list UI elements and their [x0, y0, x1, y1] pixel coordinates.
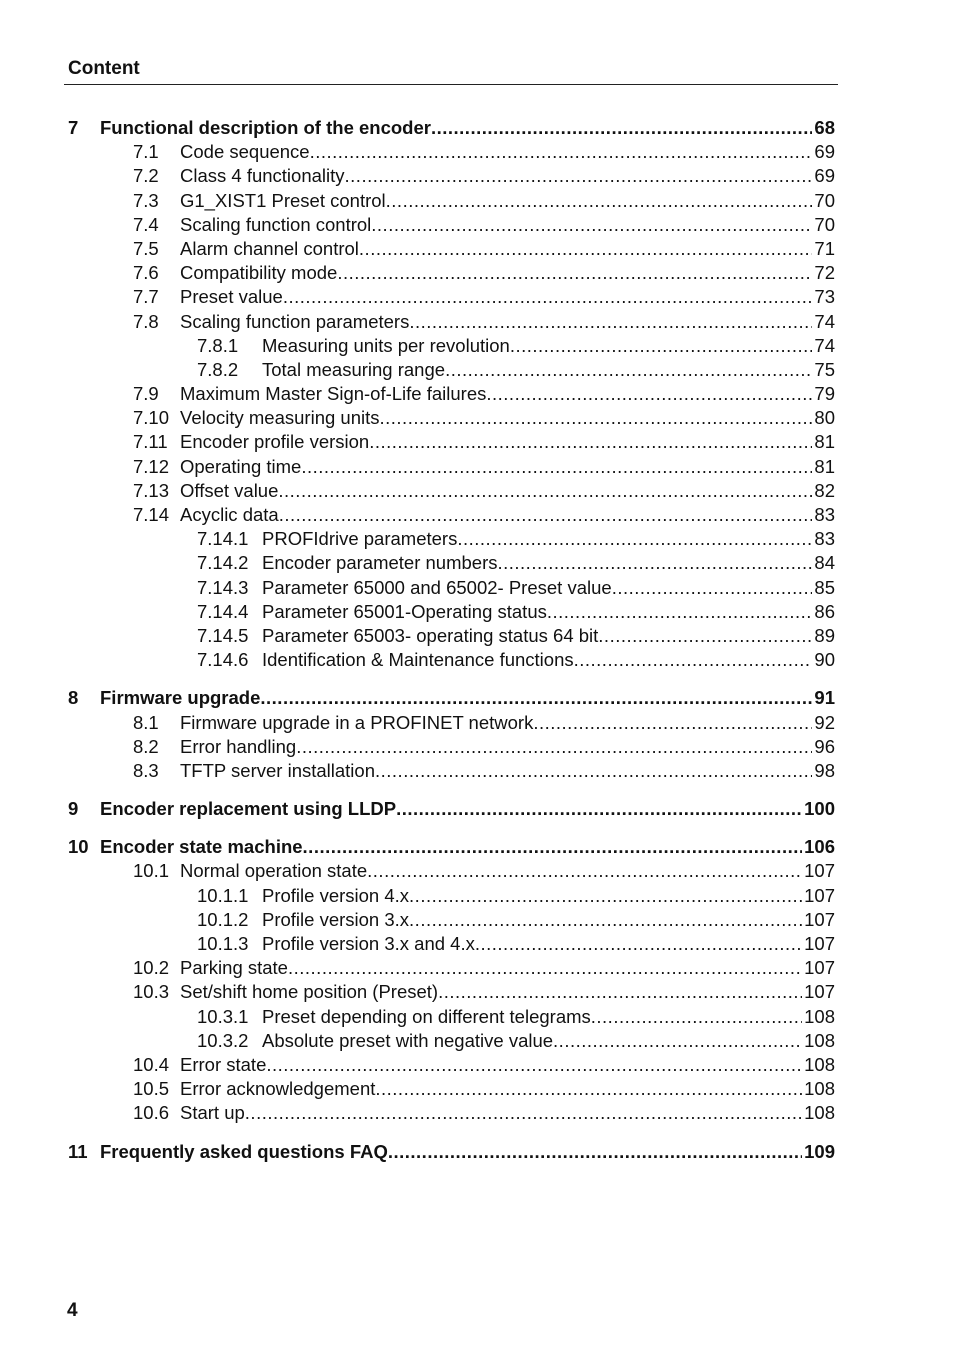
toc-entry-line: [180, 213, 835, 237]
toc-entry-number: 7.4: [133, 213, 159, 235]
toc-section-entry[interactable]: [68, 261, 835, 285]
toc-entry-title: Firmware upgrade in a PROFINET network: [180, 711, 534, 733]
toc-entry-page: 108: [804, 1029, 835, 1051]
toc-entry-number: 7.9: [133, 383, 159, 405]
toc-dot-leader: [553, 1029, 802, 1053]
toc-entry-page: 108: [804, 1078, 835, 1100]
toc-subsection-entry[interactable]: [68, 1005, 835, 1029]
toc-subsection-entry[interactable]: [68, 527, 835, 551]
toc-entry-title: Velocity measuring units: [180, 407, 380, 429]
toc-entry-page: 106: [804, 836, 835, 858]
toc-dot-leader: [371, 213, 812, 237]
toc-section-entry[interactable]: [68, 711, 835, 735]
toc-entry-title: Scaling function parameters: [180, 310, 410, 332]
toc-entry-line: [262, 1005, 835, 1029]
toc-subsection-entry[interactable]: [68, 358, 835, 382]
toc-dot-leader: [547, 600, 813, 624]
toc-section-entry[interactable]: [68, 164, 835, 188]
toc-entry-number: 10.1.1: [197, 884, 249, 906]
toc-entry-line: [262, 600, 835, 624]
table-of-contents: [68, 116, 835, 1164]
toc-dot-leader: [409, 310, 812, 334]
toc-entry-title: Encoder profile version: [180, 431, 370, 453]
toc-entry-page: 70: [814, 189, 835, 211]
toc-dot-leader: [380, 406, 813, 430]
toc-chapter-entry[interactable]: [68, 835, 835, 859]
toc-entry-number: 10.3: [133, 981, 170, 1003]
toc-section-entry[interactable]: [68, 759, 835, 783]
toc-entry-title: PROFIdrive parameters: [262, 528, 458, 550]
toc-section-entry[interactable]: [68, 1101, 835, 1125]
toc-dot-leader: [296, 735, 812, 759]
toc-entry-title: Class 4 functionality: [180, 165, 345, 187]
toc-entry-title: Frequently asked questions FAQ: [100, 1140, 388, 1162]
toc-entry-page: 107: [804, 860, 835, 882]
toc-entry-number: 7.7: [133, 286, 159, 308]
toc-entry-line: [262, 334, 835, 358]
toc-subsection-entry[interactable]: [68, 932, 835, 956]
toc-dot-leader: [279, 503, 813, 527]
toc-entry-number: 10.1.3: [197, 933, 249, 954]
toc-entry-number: 7.14.6: [197, 649, 249, 671]
toc-entry-line: [180, 859, 835, 883]
toc-entry-number: 9: [68, 798, 79, 820]
toc-section-entry[interactable]: [68, 455, 835, 479]
toc-entry-number: 7.5: [133, 237, 159, 259]
toc-entry-page: 84: [814, 552, 835, 574]
toc-entry-page: 72: [814, 262, 835, 284]
toc-entry-line: [262, 908, 835, 932]
toc-entry-line: [180, 735, 835, 759]
toc-entry-line: [262, 576, 835, 600]
toc-dot-leader: [598, 624, 812, 648]
toc-section-entry[interactable]: [68, 430, 835, 454]
toc-dot-leader: [367, 859, 802, 883]
toc-dot-leader: [475, 932, 802, 956]
toc-chapter-entry[interactable]: [68, 1140, 835, 1164]
toc-entry-page: 107: [804, 957, 835, 979]
toc-entry-page: 109: [804, 1140, 835, 1162]
toc-entry-line: [262, 358, 835, 382]
toc-entry-number: 7.8: [133, 310, 159, 332]
toc-entry-title: Encoder parameter numbers: [262, 552, 498, 574]
toc-entry-line: [262, 1029, 835, 1053]
toc-entry-number: 10.4: [133, 1053, 170, 1075]
toc-dot-leader: [445, 358, 812, 382]
toc-dot-leader: [591, 1005, 802, 1029]
toc-entry-page: 74: [814, 334, 835, 356]
toc-entry-page: 108: [804, 1102, 835, 1124]
toc-entry-number: 8.2: [133, 735, 159, 757]
toc-entry-page: 68: [814, 117, 835, 138]
toc-entry-line: [180, 382, 835, 406]
toc-entry-page: 74: [814, 310, 835, 332]
toc-section-entry[interactable]: [68, 735, 835, 759]
toc-section-entry[interactable]: [68, 980, 835, 1004]
toc-subsection-entry[interactable]: [68, 334, 835, 358]
toc-dot-leader: [359, 237, 813, 261]
toc-entry-page: 107: [804, 908, 835, 930]
toc-entry-page: 81: [814, 431, 835, 453]
toc-section-entry[interactable]: [68, 189, 835, 213]
toc-entry-line: [180, 406, 835, 430]
toc-entry-title: Functional description of the encoder: [100, 117, 431, 138]
toc-entry-number: 7.1: [133, 141, 159, 163]
toc-entry-title: Preset depending on different telegrams: [262, 1005, 591, 1027]
toc-entry-number: 7.11: [133, 431, 168, 453]
toc-section-entry[interactable]: [68, 1053, 835, 1077]
toc-entry-page: 69: [814, 165, 835, 187]
toc-section-entry[interactable]: [68, 406, 835, 430]
toc-entry-title: Maximum Master Sign-of-Life failures: [180, 383, 487, 405]
toc-subsection-entry[interactable]: [68, 648, 835, 672]
toc-entry-page: 91: [814, 687, 835, 709]
toc-entry-page: 79: [814, 383, 835, 405]
toc-entry-page: 107: [804, 884, 835, 906]
toc-dot-leader: [278, 479, 812, 503]
toc-entry-line: [180, 164, 835, 188]
toc-section-entry[interactable]: [68, 859, 835, 883]
toc-entry-page: 107: [804, 981, 835, 1003]
page-header-title: Content: [68, 58, 140, 79]
toc-section-entry[interactable]: [68, 1077, 835, 1101]
toc-dot-leader: [396, 797, 802, 821]
toc-entry-number: 7.3: [133, 189, 159, 211]
toc-entry-line: [262, 624, 835, 648]
toc-entry-page: 82: [814, 479, 835, 501]
toc-entry-page: 80: [814, 407, 835, 429]
toc-entry-number: 10.2: [133, 957, 170, 979]
toc-entry-line: [262, 527, 835, 551]
toc-section-entry[interactable]: [68, 310, 835, 334]
toc-entry-number: 8.1: [133, 711, 159, 733]
toc-entry-number: 10.6: [133, 1102, 170, 1124]
toc-entry-line: [180, 759, 835, 783]
toc-entry-page: 73: [814, 286, 835, 308]
toc-entry-title: Encoder state machine: [100, 836, 303, 858]
toc-entry-number: 7.8.2: [197, 358, 239, 380]
toc-entry-line: [100, 835, 835, 859]
toc-entry-line: [100, 1140, 835, 1164]
toc-entry-title: Parameter 65000 and 65002- Preset value: [262, 576, 612, 598]
toc-dot-leader: [245, 1101, 802, 1125]
toc-subsection-entry[interactable]: [68, 551, 835, 575]
toc-dot-leader: [288, 956, 802, 980]
toc-entry-title: Error acknowledgement: [180, 1078, 376, 1100]
toc-entry-page: 70: [814, 213, 835, 235]
toc-entry-title: Normal operation state: [180, 860, 368, 882]
toc-entry-line: [180, 711, 835, 735]
toc-entry-page: 69: [814, 141, 835, 163]
toc-entry-title: Error state: [180, 1053, 267, 1075]
toc-subsection-entry[interactable]: [68, 884, 835, 908]
toc-entry-number: 7.10: [133, 407, 170, 429]
toc-entry-page: 81: [814, 455, 835, 477]
toc-entry-title: Operating time: [180, 455, 302, 477]
toc-section-entry[interactable]: [68, 237, 835, 261]
toc-entry-line: [262, 551, 835, 575]
toc-entry-page: 83: [814, 504, 835, 525]
toc-dot-leader: [457, 527, 812, 551]
toc-subsection-entry[interactable]: [68, 1029, 835, 1053]
toc-dot-leader: [303, 835, 803, 859]
toc-subsection-entry[interactable]: [68, 908, 835, 932]
toc-entry-line: [180, 430, 835, 454]
toc-entry-title: Firmware upgrade: [100, 687, 261, 709]
toc-dot-leader: [612, 576, 813, 600]
toc-dot-leader: [375, 759, 812, 783]
toc-entry-line: [180, 980, 835, 1004]
toc-entry-number: 11: [68, 1140, 88, 1162]
toc-entry-line: [100, 116, 835, 140]
toc-entry-line: [180, 310, 835, 334]
toc-entry-title: Set/shift home position (Preset): [180, 981, 439, 1003]
toc-entry-number: 7.14.4: [197, 600, 249, 622]
toc-dot-leader: [375, 1077, 802, 1101]
toc-entry-page: 85: [814, 576, 835, 598]
toc-entry-title: Measuring units per revolution: [262, 334, 510, 356]
toc-section-entry[interactable]: [68, 213, 835, 237]
toc-dot-leader: [497, 551, 812, 575]
toc-entry-number: 7.2: [133, 165, 159, 187]
toc-dot-leader: [510, 334, 813, 358]
toc-dot-leader: [409, 908, 802, 932]
toc-entry-line: [262, 884, 835, 908]
toc-dot-leader: [386, 189, 813, 213]
toc-dot-leader: [574, 648, 813, 672]
toc-entry-title: Error handling: [180, 735, 297, 757]
toc-entry-title: Acyclic data: [180, 504, 279, 525]
toc-entry-number: 7.12: [133, 455, 170, 477]
toc-entry-number: 10.1.2: [197, 908, 249, 930]
header-divider: [64, 84, 838, 85]
toc-entry-number: 7.14: [133, 504, 170, 525]
toc-entry-title: Profile version 3.x and 4.x: [262, 933, 475, 954]
toc-entry-title: Parking state: [180, 957, 288, 979]
toc-section-entry[interactable]: [68, 503, 835, 527]
toc-entry-line: [100, 797, 835, 821]
toc-entry-line: [180, 1053, 835, 1077]
toc-entry-line: [180, 140, 835, 164]
toc-entry-title: Profile version 4.x: [262, 884, 410, 906]
toc-entry-line: [180, 1101, 835, 1125]
toc-entry-title: Parameter 65001-Operating status: [262, 600, 547, 622]
toc-entry-number: 7.14.1: [197, 528, 249, 550]
toc-dot-leader: [266, 1053, 802, 1077]
toc-section-entry[interactable]: [68, 285, 835, 309]
toc-entry-page: 98: [814, 759, 835, 781]
toc-dot-leader: [409, 884, 802, 908]
toc-entry-line: [180, 956, 835, 980]
toc-entry-page: 86: [814, 600, 835, 622]
toc-entry-number: 7.14.3: [197, 576, 249, 598]
toc-entry-page: 92: [814, 711, 835, 733]
toc-dot-leader: [283, 285, 813, 309]
toc-entry-number: 7.6: [133, 262, 159, 284]
toc-entry-page: 108: [804, 1005, 835, 1027]
toc-entry-title: Encoder replacement using LLDP: [100, 798, 397, 820]
toc-entry-title: Preset value: [180, 286, 283, 308]
toc-entry-number: 10.5: [133, 1078, 170, 1100]
toc-entry-title: Offset value: [180, 479, 279, 501]
toc-entry-line: [180, 261, 835, 285]
toc-dot-leader: [310, 140, 813, 164]
toc-entry-title: Scaling function control: [180, 213, 372, 235]
toc-dot-leader: [431, 116, 812, 140]
toc-entry-number: 8: [68, 687, 79, 709]
toc-dot-leader: [301, 455, 812, 479]
toc-entry-line: [180, 189, 835, 213]
toc-entry-title: Total measuring range: [262, 358, 446, 380]
toc-dot-leader: [369, 430, 812, 454]
toc-entry-title: Identification & Maintenance functions: [262, 649, 574, 671]
toc-entry-page: 83: [814, 528, 835, 550]
toc-entry-line: [180, 455, 835, 479]
toc-entry-page: 100: [804, 798, 835, 820]
toc-section-entry[interactable]: [68, 956, 835, 980]
toc-entry-title: TFTP server installation: [180, 759, 375, 781]
toc-entry-page: 71: [814, 237, 835, 259]
toc-entry-line: [180, 503, 835, 527]
toc-entry-line: [180, 479, 835, 503]
toc-entry-line: [180, 237, 835, 261]
toc-entry-line: [100, 686, 835, 710]
toc-section-entry[interactable]: [68, 140, 835, 164]
toc-chapter-entry[interactable]: [68, 797, 835, 821]
toc-subsection-entry[interactable]: [68, 576, 835, 600]
toc-chapter-entry[interactable]: [68, 116, 835, 140]
toc-entry-title: Start up: [180, 1102, 245, 1124]
toc-entry-number: 10.3.2: [197, 1029, 249, 1051]
toc-entry-title: Profile version 3.x: [262, 908, 410, 930]
toc-entry-number: 7: [68, 117, 79, 138]
toc-dot-leader: [388, 1140, 802, 1164]
toc-entry-number: 8.3: [133, 759, 159, 781]
toc-dot-leader: [337, 261, 812, 285]
toc-section-entry[interactable]: [68, 382, 835, 406]
toc-entry-line: [262, 932, 835, 956]
toc-entry-number: 10: [68, 836, 89, 858]
toc-dot-leader: [486, 382, 812, 406]
toc-dot-leader: [533, 711, 812, 735]
toc-entry-line: [262, 648, 835, 672]
toc-entry-number: 7.14.5: [197, 624, 249, 646]
toc-dot-leader: [260, 686, 812, 710]
toc-entry-title: Compatibility mode: [180, 262, 338, 284]
toc-subsection-entry[interactable]: [68, 600, 835, 624]
toc-entry-line: [180, 285, 835, 309]
toc-entry-page: 89: [814, 624, 835, 646]
toc-dot-leader: [438, 980, 802, 1004]
toc-entry-number: 7.8.1: [197, 334, 239, 356]
toc-subsection-entry[interactable]: [68, 624, 835, 648]
toc-entry-number: 7.13: [133, 479, 170, 501]
toc-entry-title: G1_XIST1 Preset control: [180, 189, 386, 211]
toc-entry-number: 10.3.1: [197, 1005, 249, 1027]
toc-entry-title: Parameter 65003- operating status 64 bit: [262, 624, 599, 646]
toc-entry-number: 7.14.2: [197, 552, 249, 574]
toc-section-entry[interactable]: [68, 479, 835, 503]
toc-entry-page: 75: [814, 358, 835, 380]
toc-entry-page: 107: [804, 933, 835, 954]
toc-entry-page: 108: [804, 1053, 835, 1075]
toc-entry-number: 10.1: [133, 860, 170, 882]
toc-entry-line: [180, 1077, 835, 1101]
toc-entry-title: Absolute preset with negative value: [262, 1029, 554, 1051]
toc-entry-page: 96: [814, 735, 835, 757]
toc-entry-title: Code sequence: [180, 141, 310, 163]
toc-dot-leader: [345, 164, 813, 188]
toc-chapter-entry[interactable]: [68, 686, 835, 710]
toc-entry-title: Alarm channel control: [180, 237, 359, 259]
page-number: 4: [67, 1300, 78, 1321]
toc-entry-page: 90: [814, 649, 835, 671]
